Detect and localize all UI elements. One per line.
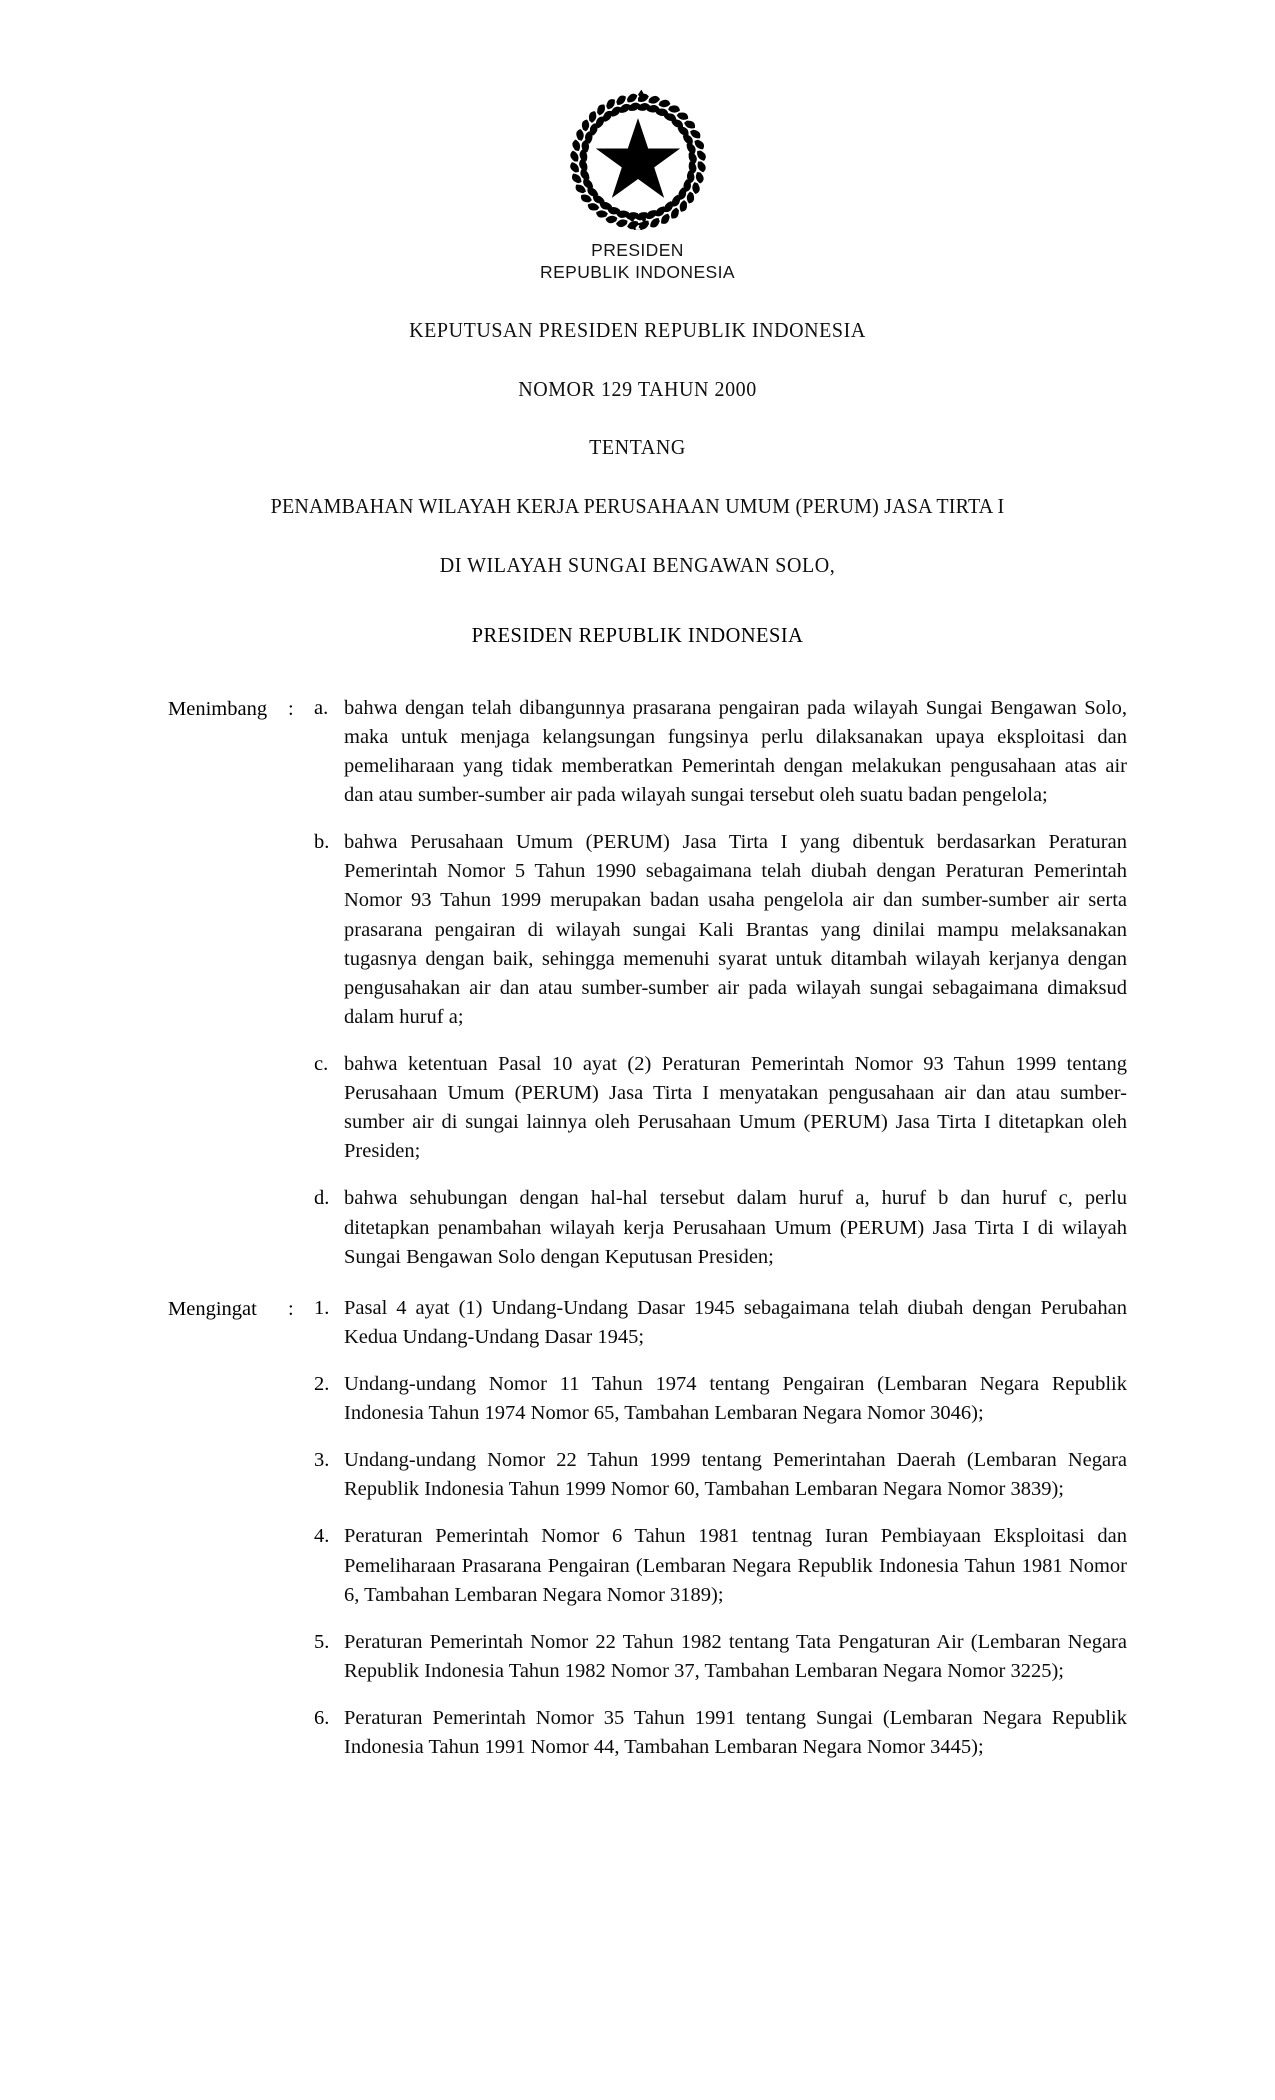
- clause-menimbang: [168, 694, 1127, 1272]
- clause-menimbang-items: [314, 694, 1127, 1272]
- title-issuer: PRESIDEN REPUBLIK INDONESIA: [471, 622, 804, 647]
- list-item-text: bahwa sehubungan dengan hal-hal tersebut dalam huruf a, huruf b dan huruf c, perlu ditetapkan penambahan wilayah kerja Perusahaan Umum (PERUM) Jasa Tirta I di wilayah Sungai Bengawan Solo dengan Keputusan Presiden;: [344, 1187, 1127, 1268]
- clause-mengingat-colon: :: [288, 1297, 294, 1320]
- list-item-marker: 6.: [314, 1706, 330, 1729]
- list-item: [314, 1294, 1127, 1352]
- list-item: [314, 1628, 1127, 1686]
- letterhead: [0, 0, 1275, 284]
- list-item-marker: 5.: [314, 1630, 330, 1653]
- list-item: [314, 1704, 1127, 1762]
- clause-menimbang-colon: :: [288, 697, 294, 720]
- list-item-marker: d.: [314, 1187, 330, 1210]
- list-item-marker: c.: [314, 1052, 329, 1075]
- list-item: [314, 694, 1127, 810]
- title-subject-line2: DI WILAYAH SUNGAI BENGAWAN SOLO,: [439, 552, 836, 577]
- list-item-text: Undang-undang Nomor 11 Tahun 1974 tentang Pengairan (Lembaran Negara Republik Indonesia Tahun 1974 Nomor 65, Tambahan Lembaran Negara Nomor 3046);: [344, 1372, 1127, 1425]
- title-subject-line1: PENAMBAHAN WILAYAH KERJA PERUSAHAAN UMUM (PERUM) JASA TIRTA I: [270, 494, 1005, 519]
- list-item: [314, 1522, 1127, 1609]
- list-item-marker: 3.: [314, 1449, 330, 1472]
- title-tentang: TENTANG: [589, 435, 686, 460]
- garuda-star-wreath-emblem: [553, 88, 723, 230]
- title-nomor: NOMOR 129 TAHUN 2000: [518, 376, 757, 401]
- list-item-text: bahwa Perusahaan Umum (PERUM) Jasa Tirta I yang dibentuk berdasarkan Peraturan Pemerintah Nomor 5 Tahun 1990 sebagaimana telah diubah dengan Peraturan Pemerintah Nomor 93 Tahun 1999 merupakan badan usaha pengelola air dan sumber-sumber air serta prasarana pengairan di wilayah sungai Kali Brantas yang dinilai mampu melaksanakan tugasnya dengan baik, sehingga memenuhi syarat untuk ditambah wilayah kerjanya dengan pengusahakan air dan atau sumber-sumber air pada wilayah sungai sebagaimana dimaksud dalam huruf a;: [344, 831, 1127, 1028]
- letterhead-caption-line1: PRESIDEN: [591, 240, 684, 260]
- list-item-marker: 2.: [314, 1372, 330, 1395]
- list-item: [314, 1370, 1127, 1428]
- list-item-marker: 1.: [314, 1296, 330, 1319]
- document-title-block: [0, 318, 1275, 648]
- list-item: [314, 1050, 1127, 1166]
- list-item-text: Peraturan Pemerintah Nomor 6 Tahun 1981 tentnag Iuran Pembiayaan Eksploitasi dan Pemeliharaan Prasarana Pengairan (Lembaran Negara Republik Indonesia Tahun 1981 Nomor 6, Tambahan Lembaran Negara Nomor 3189);: [344, 1525, 1127, 1606]
- clause-mengingat-items: [314, 1294, 1127, 1762]
- list-item-marker: b.: [314, 831, 330, 854]
- document-body: [0, 694, 1275, 1762]
- list-item: [314, 1446, 1127, 1504]
- list-item-text: Peraturan Pemerintah Nomor 22 Tahun 1982 tentang Tata Pengaturan Air (Lembaran Negara Republik Indonesia Tahun 1982 Nomor 37, Tambahan Lembaran Negara Nomor 3225);: [344, 1630, 1127, 1682]
- list-item-marker: 4.: [314, 1525, 330, 1548]
- clause-mengingat: [168, 1294, 1127, 1762]
- list-item-text: Peraturan Pemerintah Nomor 35 Tahun 1991 tentang Sungai (Lembaran Negara Republik Indonesia Tahun 1991 Nomor 44, Tambahan Lembaran Negara Nomor 3445);: [344, 1706, 1127, 1759]
- list-item-marker: a.: [314, 696, 329, 719]
- clause-mengingat-label: Mengingat: [168, 1297, 257, 1320]
- list-item-text: bahwa dengan telah dibangunnya prasarana pengairan pada wilayah Sungai Bengawan Solo, maka untuk menjaga kelangsungan fungsinya perlu dilaksanakan upaya eksploitasi dan pemeliharaan yang tidak memberatkan Pemerintah dengan melakukan pengusahaan atas air dan atau sumber-sumber air pada wilayah sungai tersebut oleh suatu badan pengelola;: [344, 696, 1127, 807]
- list-item: [314, 828, 1127, 1032]
- list-item-text: Undang-undang Nomor 22 Tahun 1999 tentang Pemerintahan Daerah (Lembaran Negara Republik Indonesia Tahun 1999 Nomor 60, Tambahan Lembaran Negara Nomor 3839);: [344, 1449, 1127, 1501]
- letterhead-caption-line2: REPUBLIK INDONESIA: [540, 262, 735, 283]
- letterhead-caption: [0, 239, 1275, 284]
- list-item: [314, 1184, 1127, 1271]
- list-item-text: Pasal 4 ayat (1) Undang-Undang Dasar 1945 sebagaimana telah diubah dengan Perubahan Kedua Undang-Undang Dasar 1945;: [344, 1296, 1127, 1348]
- clause-menimbang-label: Menimbang: [168, 697, 268, 720]
- title-keputusan: KEPUTUSAN PRESIDEN REPUBLIK INDONESIA: [409, 317, 866, 342]
- list-item-text: bahwa ketentuan Pasal 10 ayat (2) Peraturan Pemerintah Nomor 93 Tahun 1999 tentang Perusahaan Umum (PERUM) Jasa Tirta I menyatakan pengusahaan air dan atau sumber-sumber air di sungai lainnya oleh Perusahaan Umum (PERUM) Jasa Tirta I ditetapkan oleh Presiden;: [344, 1052, 1127, 1163]
